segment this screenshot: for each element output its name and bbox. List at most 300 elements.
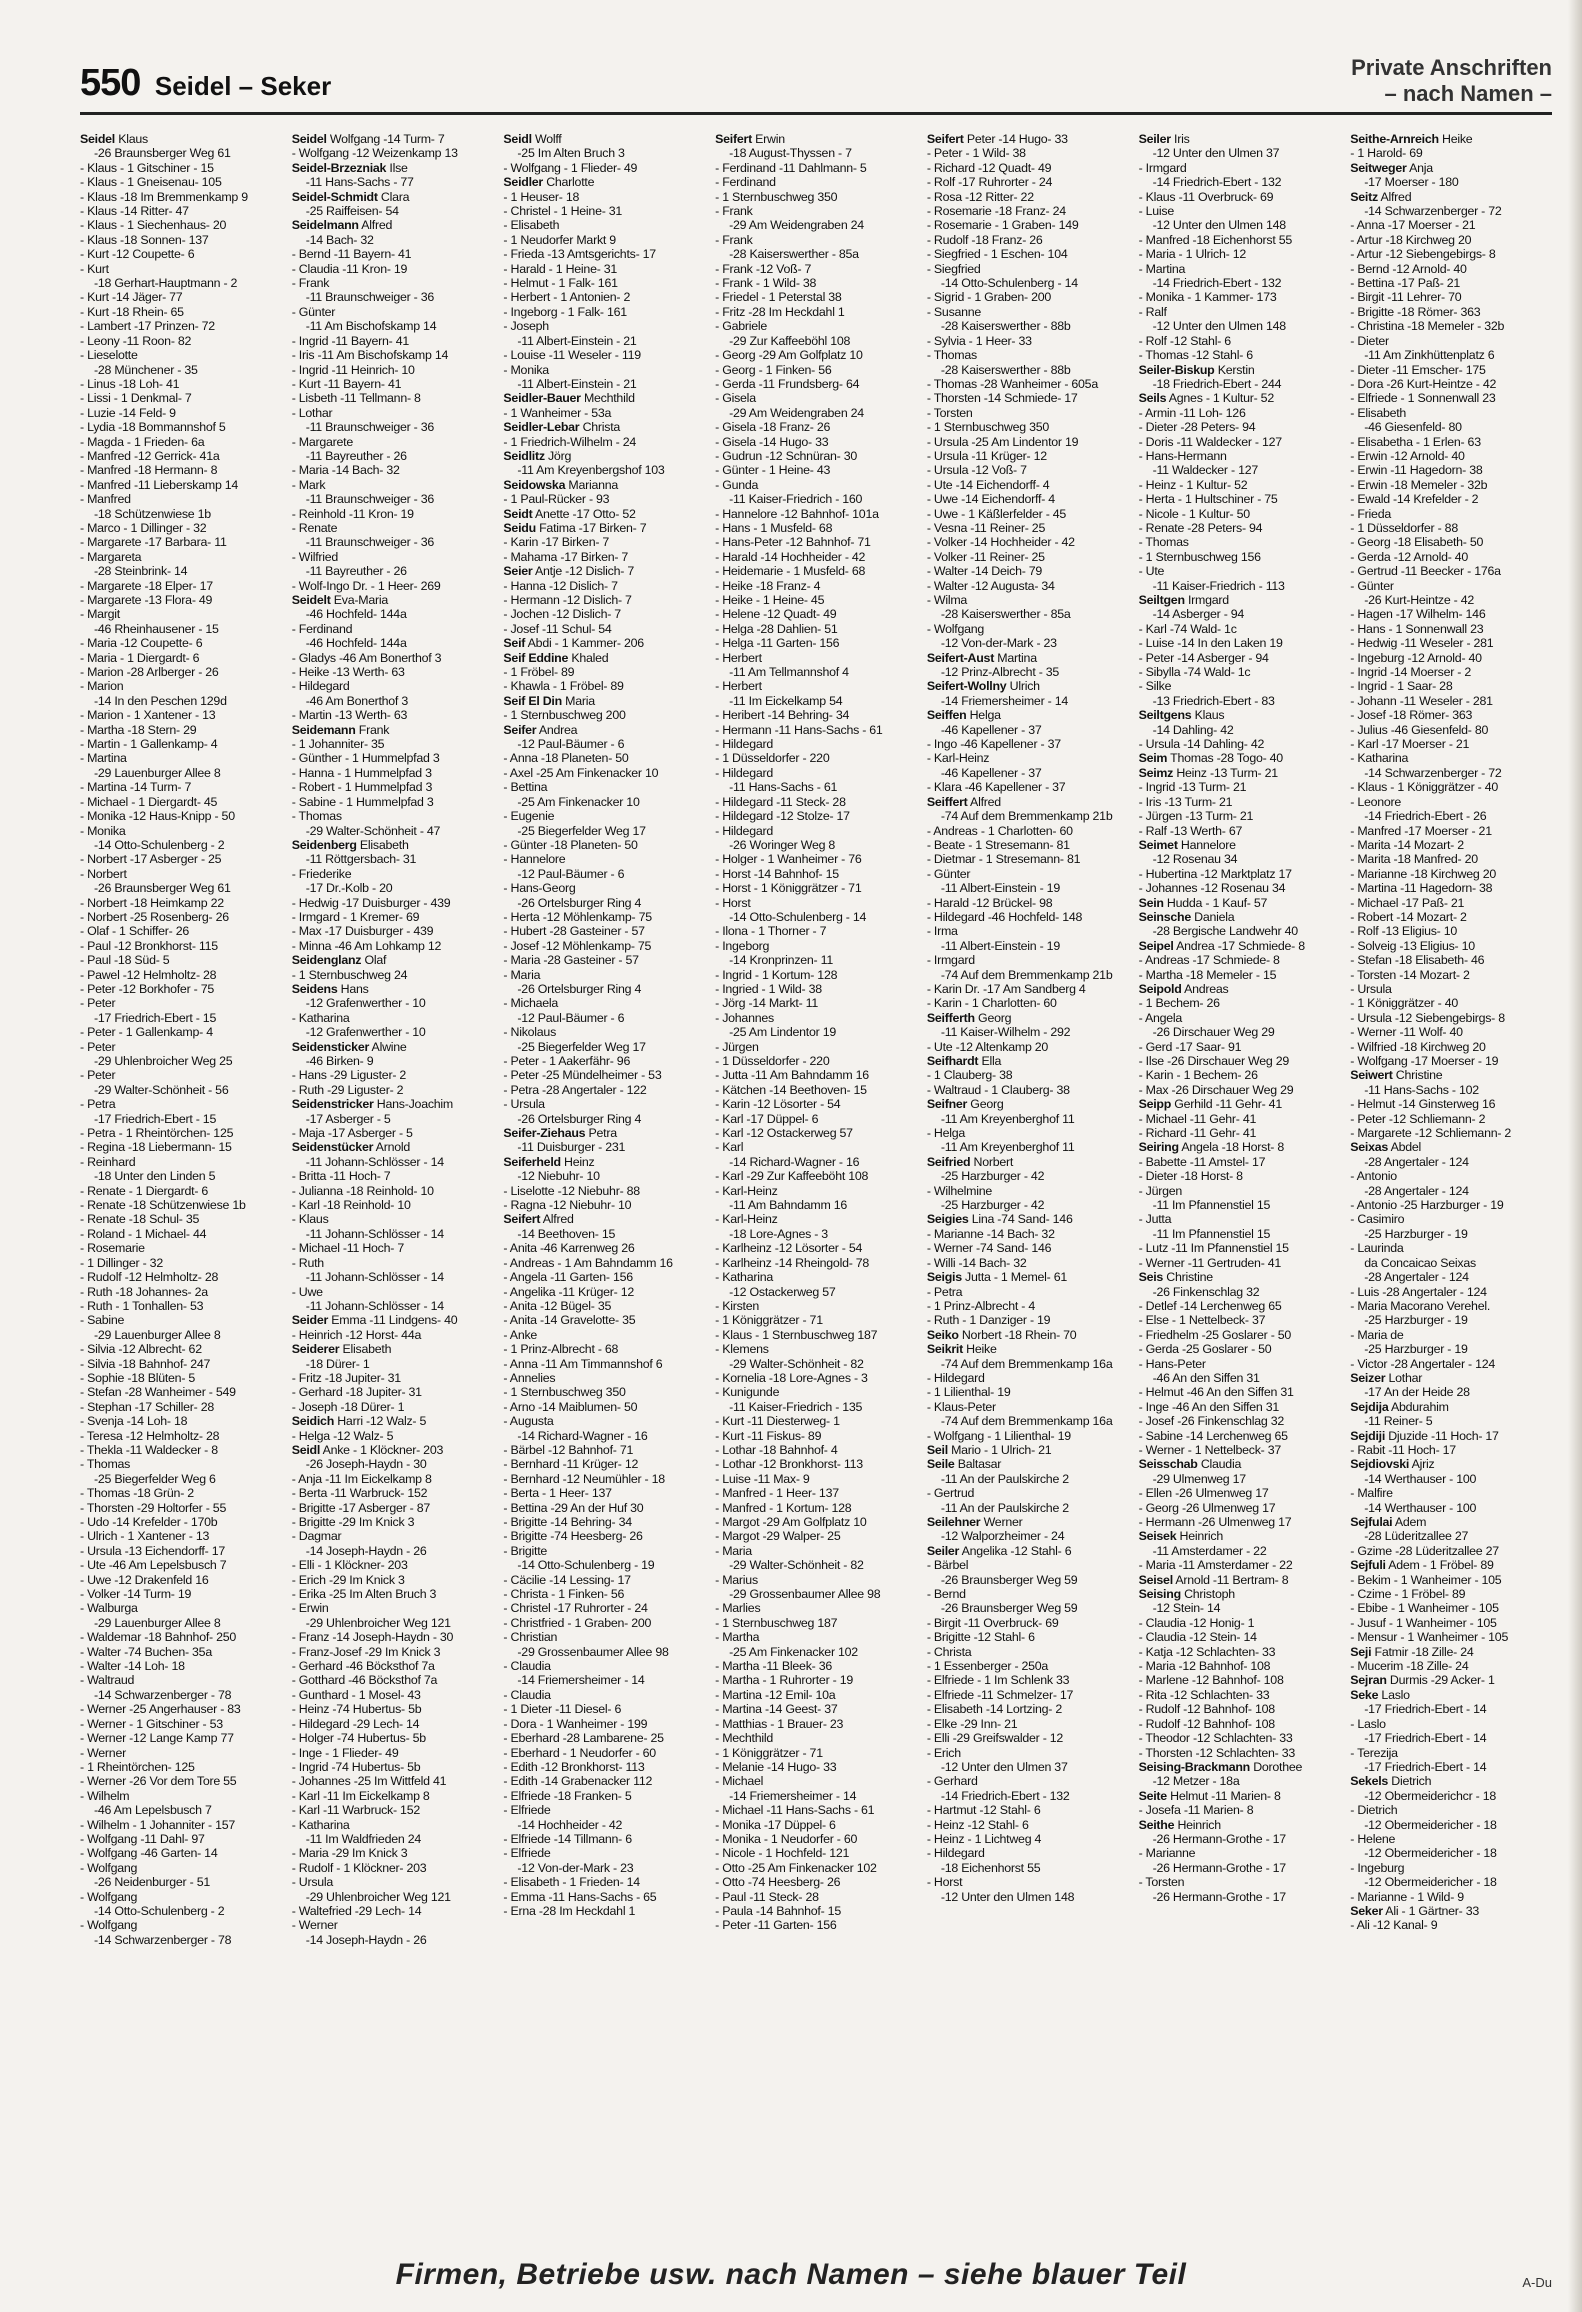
listing-entry: - Lydia -18 Bommannshof 5 [80, 420, 226, 435]
surname-entry [503, 694, 705, 708]
listing-entry: - Ingrid - 1 Saar- 28 [1350, 679, 1453, 694]
entry-details: Fatmir -18 Zille- 24 [1371, 1644, 1474, 1659]
listing-entry: - Max -26 Dirschauer Weg 29 [1138, 1082, 1294, 1097]
address-line: -12 Paul-Bäumer - 6 [517, 1010, 625, 1025]
listing-entry: - Annelies [503, 1370, 556, 1385]
directory-column [503, 132, 705, 2222]
surname-entry [927, 1544, 1129, 1558]
listing-entry: - Maria - 1 Ulrich- 12 [1138, 247, 1246, 262]
surname: Seidenstricker [291, 1097, 374, 1112]
listing-entry: - Elfriede -14 Tillmann- 6 [503, 1831, 632, 1846]
listing-entry: - Frieda -13 Amtsgerichts- 17 [503, 247, 656, 262]
surname: Sejran [1350, 1673, 1387, 1688]
listing-entry: - Hildegard -12 Stolze- 17 [715, 809, 850, 824]
listing-entry: - Elfriede -18 Franken- 5 [503, 1788, 632, 1803]
surname-entry [927, 1011, 1129, 1025]
listing-entry: - Marlene -12 Bahnhof- 108 [1138, 1673, 1284, 1688]
listing-entry: - 1 Königgrätzer - 40 [1350, 996, 1458, 1011]
listing-entry: - Martha -11 Bleek- 36 [715, 1659, 832, 1674]
listing-entry: - Horst [715, 895, 751, 910]
listing-entry: - Franz -14 Joseph-Haydn - 30 [291, 1630, 454, 1645]
listing-entry: - Ursula -12 Siebengebirgs- 8 [1350, 1010, 1505, 1025]
listing-entry: - Herbert [715, 650, 762, 665]
listing-entry: - Peter -12 Borkhofer - 75 [80, 981, 214, 996]
address-line: -11 Am Bahndamm 16 [729, 1198, 848, 1213]
listing-entry: - Gunda [715, 477, 759, 492]
listing-entry: - Hans -29 Liguster- 2 [291, 1068, 407, 1083]
listing-entry: - Augusta [503, 1414, 554, 1429]
address-line: -26 Braunsberger Weg 59 [940, 1572, 1078, 1587]
listing-entry: - Karl-Heinz [715, 1212, 778, 1227]
listing-entry: - Christel - 1 Heine- 31 [503, 204, 623, 219]
listing-entry: - Frank - 1 Wild- 38 [715, 276, 817, 291]
entry-details: Alfred [540, 1212, 574, 1227]
listing-entry: - Renate -18 Schul- 35 [80, 1212, 200, 1227]
listing-entry: - Fritz -18 Jupiter- 31 [291, 1370, 401, 1385]
address-line: -14 Friedrich-Ebert - 132 [1152, 175, 1282, 190]
entry-details: Christine [1392, 1068, 1443, 1083]
surname-entry [292, 982, 494, 996]
listing-entry: - Ingo -46 Kapellener - 37 [926, 737, 1061, 752]
listing-entry: - Emma -11 Hans-Sachs - 65 [503, 1889, 657, 1904]
address-line: -14 Beethoven- 15 [517, 1226, 616, 1241]
listing-entry: - Lothar -18 Bahnhof- 4 [715, 1442, 838, 1457]
address-line: -29 Lauenburger Allee 8 [94, 1327, 221, 1342]
listing-entry: - Hans-Peter [1138, 1356, 1206, 1371]
entry-details: Andrea [536, 722, 578, 737]
listing-entry: - Lutz -11 Im Pfannenstiel 15 [1138, 1241, 1289, 1256]
address-line: -29 Lauenburger Allee 8 [94, 1615, 221, 1630]
listing-entry: - Maria -12 Bahnhof- 108 [1138, 1659, 1271, 1674]
listing-entry: - Heinz -74 Hubertus- 5b [291, 1702, 422, 1717]
listing-entry: - Helga -12 Walz- 5 [291, 1428, 394, 1443]
surname: Sekels [1350, 1774, 1389, 1789]
surname: Sejfuli [1350, 1558, 1386, 1573]
address-line: -18 Schützenwiese 1b [94, 506, 211, 521]
listing-entry: - Ulrich - 1 Xantener - 13 [80, 1529, 210, 1544]
address-line: -29 Walter-Schönheit - 82 [729, 1558, 864, 1573]
listing-entry: - Maria Macorano Verehel. [1350, 1298, 1491, 1313]
listing-entry: - Margot -29 Walper- 25 [715, 1529, 841, 1544]
address-line: -11 Röttgersbach- 31 [305, 852, 417, 867]
listing-entry: - Gerda -11 Frundsberg- 64 [715, 376, 860, 391]
address-line: -46 Am Bonerthof 3 [305, 693, 408, 708]
listing-entry: - Magda - 1 Frieden- 6a [80, 434, 205, 449]
listing-entry: - Werner -25 Angerhauser - 83 [80, 1702, 241, 1717]
surname: Seixas [1350, 1140, 1389, 1155]
listing-entry: - Frieda [1350, 506, 1391, 521]
listing-entry: - Lothar [291, 405, 333, 420]
entry-details: Heinrich [1174, 1817, 1221, 1832]
listing-entry: - Karin - 1 Bechem- 26 [1138, 1068, 1258, 1083]
address-line: -11 Am Tellmannshof 4 [729, 665, 849, 680]
surname-entry [292, 190, 494, 204]
listing-entry: - Michaela [503, 996, 559, 1011]
address-line: -14 Otto-Schulenberg - 2 [94, 1903, 225, 1918]
listing-entry: - Ingeborg [715, 938, 770, 953]
address-line: -26 Hermann-Grothe - 17 [1152, 1831, 1286, 1846]
listing-entry: - Heike -18 Franz- 4 [715, 578, 821, 593]
listing-entry: - Walter -12 Augusta- 34 [926, 578, 1055, 593]
listing-entry: - Hubertina -12 Marktplatz 17 [1138, 866, 1292, 881]
listing-entry: - Werner - 1 Nettelbeck- 37 [1138, 1442, 1282, 1457]
surname: Seis [1138, 1270, 1164, 1285]
surname-entry [1139, 132, 1341, 146]
listing-entry: - Anna -11 Am Timmannshof 6 [503, 1356, 663, 1371]
address-line: -14 Friedrich-Ebert - 26 [1364, 809, 1487, 824]
listing-entry: - Siegfried - 1 Eschen- 104 [926, 247, 1068, 262]
header-rule [80, 112, 1552, 115]
address-line: -29 Uhlenbroicher Weg 121 [305, 1615, 451, 1630]
listing-entry: - Christian [503, 1630, 558, 1645]
address-line: -18 Unter den Linden 5 [94, 1169, 216, 1184]
address-line: -11 Am Kreyenbergshof 103 [517, 463, 665, 478]
listing-entry: - Hagen -17 Wilhelm- 146 [1350, 607, 1486, 622]
listing-entry: - Helmut -14 Ginsterweg 16 [1350, 1097, 1496, 1112]
listing-entry: - Katharina [291, 1010, 350, 1025]
listing-entry: - Herbert - 1 Antonien- 2 [503, 290, 631, 305]
listing-entry: - Ingrid - 1 Kortum- 128 [715, 967, 838, 982]
listing-entry: - Lothar -12 Bronkhorst- 113 [715, 1457, 863, 1472]
listing-entry: - 1 Sternbuschweg 187 [715, 1615, 838, 1630]
surname-entry [503, 521, 705, 535]
address-line: -11 Braunschweiger - 36 [305, 535, 435, 550]
address-line: -26 Kurt-Heintze - 42 [1364, 593, 1475, 607]
listing-entry: - Karl-Heinz [926, 751, 990, 766]
surname: Seithe-Arnreich [1350, 132, 1439, 146]
listing-entry: - Heinz -12 Stahl- 6 [926, 1817, 1029, 1832]
listing-entry: - Josef -11 Schul- 54 [503, 621, 612, 636]
page-edge-shadow [1568, 0, 1582, 2312]
listing-entry: - Julius -46 Giesenfeld- 80 [1350, 722, 1489, 737]
listing-entry: - Elisabeth -14 Lortzing- 2 [926, 1702, 1062, 1717]
surname: Seimz [1138, 765, 1174, 780]
surname-entry [927, 1212, 1129, 1226]
listing-entry: - Eberhard - 1 Neudorfer - 60 [503, 1745, 656, 1760]
surname-entry [1350, 1645, 1552, 1659]
surname-entry [503, 132, 705, 146]
listing-entry: - Robert - 1 Hummelpfad 3 [291, 780, 433, 795]
listing-entry: - Karl -29 Zur Kaffeeböht 108 [715, 1169, 869, 1184]
listing-entry: - Regina -18 Liebermann- 15 [80, 1140, 232, 1155]
entry-details: Abdurahim [1388, 1399, 1449, 1414]
surname: Seif [503, 636, 526, 651]
address-line: -11 Reiner- 5 [1364, 1414, 1433, 1429]
surname-entry [1350, 1068, 1552, 1082]
listing-entry: - Lieselotte [80, 348, 138, 363]
surname-entry [292, 132, 494, 146]
listing-entry: - Gudrun -12 Schnüran- 30 [715, 448, 857, 463]
entry-details: Ella [978, 1054, 1002, 1068]
address-line: -11 Johann-Schlösser - 14 [305, 1298, 444, 1313]
surname-entry [1350, 1400, 1552, 1414]
listing-entry: - Georg -26 Ulmenweg 17 [1138, 1500, 1276, 1515]
surname-entry [1139, 939, 1341, 953]
surname: Seithe [1138, 1817, 1175, 1832]
listing-entry: - Ragna -12 Niebuhr- 10 [503, 1198, 632, 1213]
listing-entry: - Ingeborg - 1 Falk- 161 [503, 304, 627, 319]
listing-entry: - Manfred -12 Gerrick- 41a [80, 448, 220, 463]
listing-entry: - Gisela -14 Hugo- 33 [715, 434, 829, 449]
listing-entry: - Ruth [291, 1255, 324, 1270]
listing-entry: - Ingeburg -12 Arnold- 40 [1350, 650, 1482, 665]
address-line: -28 Kaiserswerther - 88b [940, 362, 1071, 377]
listing-entry: - Michael - 1 Diergardt- 45 [80, 794, 218, 809]
listing-entry: - Wilfried -18 Kirchweg 20 [1350, 1039, 1486, 1054]
address-line: -14 Asberger - 94 [1152, 607, 1245, 622]
surname: Seiwert [1350, 1068, 1393, 1083]
surname: Seipold [1138, 981, 1182, 996]
entry-details: Khaled [568, 650, 609, 665]
entry-details: Hans [337, 981, 369, 996]
directory-column [80, 132, 282, 2222]
surname-entry [1350, 1457, 1552, 1471]
surname: Seifert-Wollny [926, 679, 1007, 694]
surname: Seiferheld [503, 1154, 561, 1169]
listing-entry: - Margarete -17 Barbara- 11 [80, 535, 227, 550]
address-line: -11 Braunschweiger - 36 [305, 290, 435, 305]
listing-entry: - Joseph [503, 319, 549, 334]
address-line: -25 Harzburger - 42 [940, 1198, 1045, 1213]
listing-entry: - Arno -14 Maiblumen- 50 [503, 1399, 638, 1414]
address-line: -46 Giesenfeld- 80 [1364, 420, 1462, 435]
address-line: -12 Obermeidericher - 18 [1364, 1875, 1497, 1890]
address-line: -29 Grossenbaumer Allee 98 [517, 1644, 669, 1659]
listing-entry: - Ralf -13 Werth- 67 [1138, 823, 1243, 838]
address-line: -17 Moerser - 180 [1364, 175, 1459, 190]
entry-details: Alfred [358, 218, 393, 233]
listing-entry: - Sigrid - 1 Graben- 200 [926, 290, 1052, 305]
listing-entry: - Bärbel [926, 1558, 969, 1573]
surname-entry [1350, 1688, 1552, 1702]
listing-entry: - 1 Sternbuschweg 350 [715, 189, 838, 204]
listing-entry: - Werner -11 Wolf- 40 [1350, 1025, 1463, 1040]
entry-details: Lothar [1385, 1370, 1423, 1385]
listing-entry: - Wolfgang -17 Moerser - 19 [1350, 1054, 1499, 1068]
listing-entry: - Erich -29 Im Knick 3 [291, 1572, 405, 1587]
listing-entry: - Margarete [291, 434, 353, 449]
surname-entry [1350, 132, 1552, 146]
address-line: -26 Joseph-Haydn - 30 [305, 1457, 427, 1472]
listing-entry: - Karl -11 Warbruck- 152 [291, 1803, 420, 1818]
listing-entry: - 1 Neudorfer Markt 9 [503, 232, 616, 247]
entry-details: Anette -17 Otto- 52 [532, 506, 636, 521]
listing-entry: - Johannes -25 Im Wittfeld 41 [291, 1774, 447, 1789]
listing-entry: - Brigitte -29 Im Knick 3 [291, 1515, 415, 1529]
entry-details: Erwin [751, 132, 785, 146]
surname-entry [1350, 161, 1552, 175]
listing-entry: - Hermann -12 Dislich- 7 [503, 593, 632, 607]
listing-entry: - Marianne [1138, 1846, 1196, 1861]
address-line: -11 Duisburger - 231 [517, 1140, 626, 1155]
address-line: -12 Paul-Bäumer - 6 [517, 737, 625, 752]
address-line: -11 Am Zinkhüttenplatz 6 [1364, 348, 1495, 363]
listing-entry: - Richard -11 Gehr- 41 [1138, 1126, 1257, 1141]
listing-entry: - Dieter -11 Emscher- 175 [1350, 362, 1486, 377]
listing-entry: - Birgit -11 Lehrer- 70 [1350, 290, 1462, 305]
listing-entry: - Angelika -11 Krüger- 12 [503, 1284, 635, 1299]
surname: Seising [1138, 1587, 1181, 1602]
listing-entry: - Martin - 1 Gallenkamp- 4 [80, 737, 218, 752]
listing-entry: - Anja -11 Im Eickelkamp 8 [291, 1471, 432, 1486]
surname-entry [503, 1212, 705, 1226]
address-line: da Concaicao Seixas [1364, 1255, 1476, 1270]
listing-entry: - Silke [1138, 679, 1172, 694]
listing-entry: - Katharina [715, 1270, 774, 1285]
surname-entry [1139, 1457, 1341, 1471]
listing-entry: - Michael [715, 1774, 764, 1789]
surname: Seiffen [926, 708, 967, 723]
listing-entry: - Elisabetha - 1 Erlen- 63 [1350, 434, 1481, 449]
listing-entry: - Irma [926, 924, 958, 939]
surname: Seisek [1138, 1529, 1177, 1544]
listing-entry: - Paula -14 Bahnhof- 15 [715, 1903, 841, 1918]
surname-entry [927, 1270, 1129, 1284]
listing-entry: - Siegfried [926, 261, 981, 276]
listing-entry: - Ralf [1138, 304, 1167, 319]
address-line: -46 Birken- 9 [305, 1054, 374, 1068]
listing-entry: - Linus -18 Loh- 41 [80, 376, 180, 391]
listing-entry: - Ursula [291, 1875, 334, 1890]
directory-column [927, 132, 1129, 2222]
listing-entry: - Ingrid -11 Bayern- 41 [291, 333, 409, 348]
listing-entry: - Friederike [291, 866, 352, 881]
entry-details: Alwine [369, 1039, 407, 1054]
listing-entry: - Stefan -28 Wanheimer - 549 [80, 1385, 236, 1400]
listing-entry: - Holger -74 Hubertus- 5b [291, 1731, 426, 1746]
surname: Seif Eddine [503, 650, 569, 665]
address-line: -28 Steinbrink- 14 [94, 564, 188, 579]
entry-details: Angelika -12 Stahl- 6 [959, 1543, 1072, 1558]
surname: Seitz [1350, 189, 1378, 204]
listing-entry: - Hildegard -29 Lech- 14 [291, 1716, 420, 1731]
listing-entry: - Erwin [291, 1601, 329, 1616]
listing-entry: - Johannes [715, 1010, 774, 1025]
listing-entry: - Bernhard -12 Neumühler - 18 [503, 1471, 665, 1486]
surname-entry [1139, 896, 1341, 910]
surname-entry [292, 161, 494, 175]
listing-entry: - Ali -12 Kanal- 9 [1350, 1918, 1438, 1933]
entry-details: Wolff [531, 132, 562, 146]
surname: Seidensticker [291, 1039, 370, 1054]
listing-entry: - Ursula [503, 1097, 545, 1112]
address-line: -14 Schwarzenberger - 78 [94, 1687, 232, 1702]
listing-entry: - Terezija [1350, 1745, 1398, 1760]
footer-note: Firmen, Betriebe usw. nach Namen – siehe blauer Teil [395, 2258, 1187, 2291]
surname-entry [927, 1097, 1129, 1111]
listing-entry: - Armin -11 Loh- 126 [1138, 405, 1246, 420]
listing-entry: - Joseph -18 Dürer- 1 [291, 1399, 405, 1414]
listing-entry: - Christa - 1 Finken- 56 [503, 1587, 625, 1602]
surname: Seifried [926, 1154, 971, 1169]
surname: Sejdiji [1350, 1428, 1386, 1443]
listing-entry: - Holger - 1 Wanheimer - 76 [715, 852, 862, 867]
listing-entry: - 1 Sternbuschweg 24 [291, 967, 408, 982]
address-line: -74 Auf dem Bremmenkamp 16a [940, 1356, 1113, 1371]
listing-entry: - Karl -12 Ostackerweg 57 [715, 1126, 853, 1141]
address-line: -74 Auf dem Bremmenkamp 21b [940, 809, 1113, 824]
listing-entry: - Marlies [715, 1601, 761, 1616]
address-line: -26 Hermann-Grothe - 17 [1152, 1889, 1286, 1904]
address-line: -26 Ortelsburger Ring 4 [517, 981, 642, 996]
address-line: -14 Werthauser - 100 [1364, 1500, 1477, 1515]
surname-entry [1350, 1774, 1552, 1788]
address-line: -11 An der Paulskirche 2 [940, 1471, 1069, 1486]
listing-entry: - Anna -18 Planeten- 50 [503, 751, 629, 766]
listing-entry: - Mahama -17 Birken- 7 [503, 549, 629, 564]
entry-details: Eva-Maria [330, 593, 388, 607]
listing-entry: - Inge -46 An den Siffen 31 [1138, 1399, 1280, 1414]
listing-entry: - Gerhard -46 Böcksthof 7a [291, 1659, 435, 1674]
surname-entry [503, 1155, 705, 1169]
entry-details: Adem - 1 Fröbel- 89 [1385, 1558, 1494, 1573]
listing-entry: - Jürgen [715, 1039, 759, 1054]
listing-entry: - Karin -12 Lösorter - 54 [715, 1097, 841, 1112]
listing-entry: - Ingried - 1 Wild- 38 [715, 981, 822, 996]
surname: Seigies [926, 1212, 969, 1227]
surname-entry [927, 1328, 1129, 1342]
address-line: -25 Harzburger - 19 [1364, 1342, 1468, 1357]
listing-entry: - Sabine - 1 Hummelpfad 3 [291, 794, 434, 809]
listing-entry: - Fritz -28 Im Heckdahl 1 [715, 304, 845, 319]
address-line: -26 Braunsberger Weg 59 [940, 1601, 1078, 1616]
listing-entry: - Artur -12 Siebengebirgs- 8 [1350, 247, 1496, 262]
address-line: -12 Grafenwerther - 10 [305, 996, 426, 1011]
listing-entry: - Eberhard -28 Lambarene- 25 [503, 1731, 664, 1746]
address-line: -18 Lore-Agnes - 3 [729, 1226, 828, 1241]
listing-entry: - Jutta [1138, 1212, 1172, 1227]
listing-entry: - Brigitte -18 Römer- 363 [1350, 304, 1481, 319]
listing-entry: - 1 Heuser- 18 [503, 189, 580, 204]
listing-entry: - Uwe -12 Drakenfeld 16 [80, 1572, 209, 1587]
address-line: -14 Richard-Wagner - 16 [517, 1428, 648, 1443]
listing-entry: - Hildegard [291, 679, 350, 694]
listing-entry: - Dietrich [1350, 1803, 1398, 1818]
listing-entry: - Hermann -26 Ulmenweg 17 [1138, 1515, 1292, 1529]
listing-entry: - Luzie -14 Feld- 9 [80, 405, 176, 420]
listing-entry: - Peter [80, 1039, 116, 1054]
entry-details: Jutta - 1 Memel- 61 [961, 1270, 1068, 1285]
address-line: -18 Eichenhorst 55 [940, 1860, 1041, 1875]
listing-entry: - Wolfgang - 1 Lilienthal- 19 [926, 1428, 1071, 1443]
listing-entry: - Sabine [80, 1313, 125, 1328]
section-title: Private Anschriften [1351, 55, 1552, 80]
listing-entry: - Bekim - 1 Wanheimer - 105 [1350, 1572, 1502, 1587]
address-line: -11 Albert-Einstein - 19 [940, 881, 1060, 896]
listing-entry: - Kunigunde [715, 1385, 780, 1400]
entry-details: Ajriz [1409, 1457, 1435, 1472]
surname: Seidenglanz [291, 953, 362, 968]
surname: Seidel-Schmidt [291, 189, 378, 204]
listing-entry: - 1 Düsseldorfer - 220 [715, 751, 830, 766]
address-line: -11 Hans-Sachs - 61 [729, 780, 838, 795]
listing-entry: - Ursula -14 Dahling- 42 [1138, 737, 1265, 752]
listing-entry: - Anna -17 Moerser - 21 [1350, 218, 1476, 233]
address-line: -14 Werthauser - 100 [1364, 1471, 1477, 1486]
address-line: -28 Bergische Landwehr 40 [1152, 924, 1298, 939]
address-line: -11 Kaiser-Friedrich - 135 [729, 1399, 863, 1414]
listing-entry: - Monika - 1 Kammer- 173 [1138, 290, 1277, 305]
listing-entry: - Rosemarie - 1 Graben- 149 [926, 218, 1079, 233]
address-line: -14 Joseph-Haydn - 26 [305, 1932, 427, 1947]
surname-entry [503, 478, 705, 492]
address-line: -14 Friemersheimer - 14 [729, 1788, 857, 1803]
listing-entry: - Udo -14 Krefelder - 170b [80, 1515, 218, 1529]
listing-entry: - Casimiro [1350, 1212, 1405, 1227]
listing-entry: - Renate - 1 Diergardt- 6 [80, 1183, 209, 1198]
address-line: -11 Johann-Schlösser - 14 [305, 1226, 444, 1241]
listing-entry: - Josef -26 Finkenschlag 32 [1138, 1414, 1285, 1429]
